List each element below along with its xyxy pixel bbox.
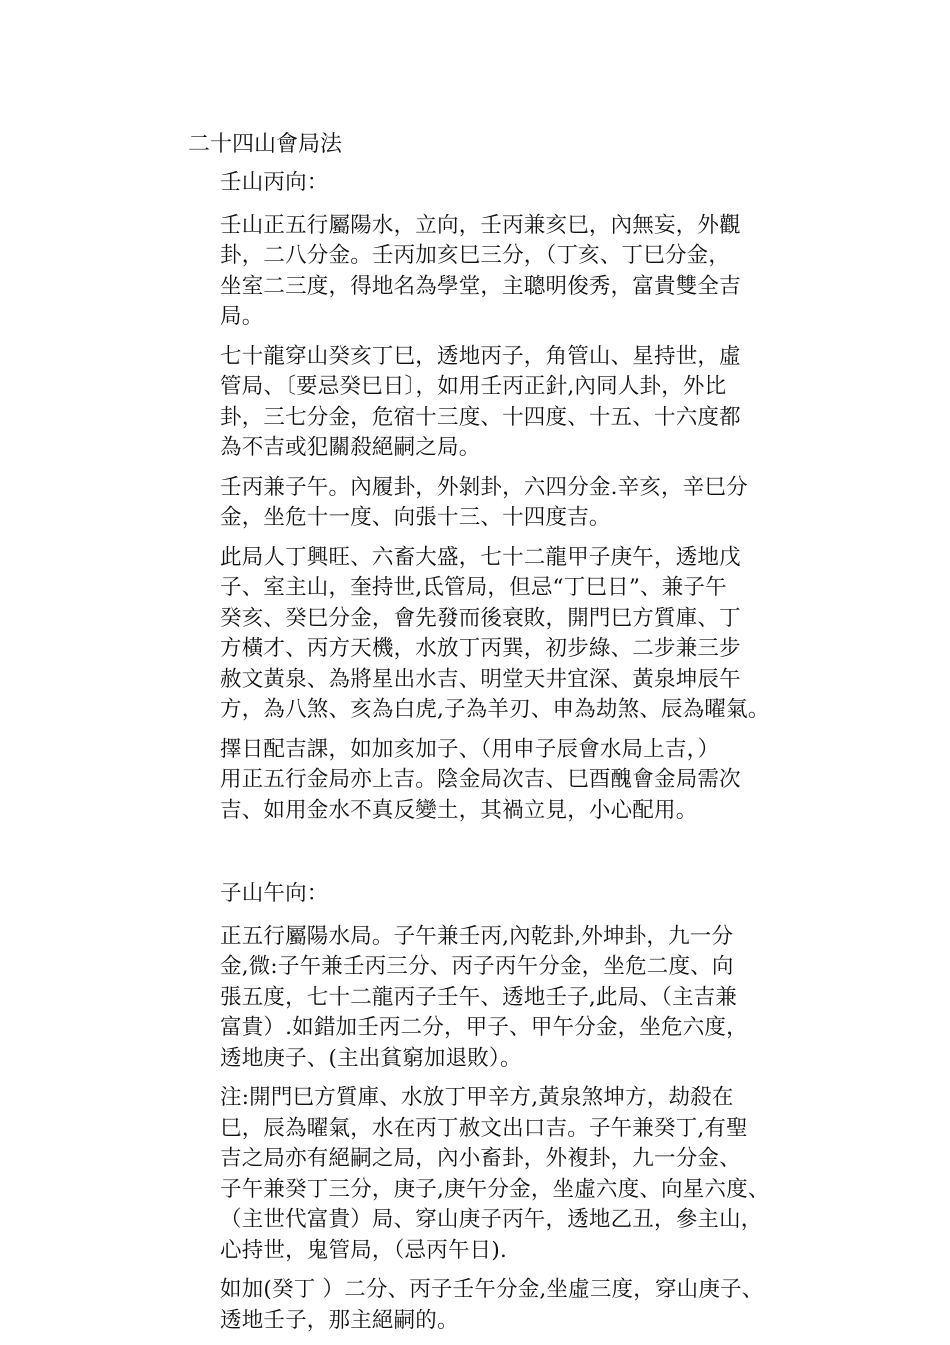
section-heading-zi-mountain: 子山午向： — [220, 881, 329, 906]
section-spacer — [220, 835, 810, 879]
document-title: 二十四山會局法 — [188, 132, 343, 157]
paragraph: 擇日配吉課，如加亥加子、（用申子辰會水局上吉，） 用正五行金局亦上吉。陰金局次吉、巳酉醜會金局需次 吉、如用金水不真反變土，其禍立見，小心配用。 — [220, 736, 741, 823]
paragraph: 注:開門巳方質庫、水放丁甲辛方,黃泉煞坤方，劫殺在 巳，辰為曜氣，水在丙丁赦文出口吉。子午兼癸丁,有聖 吉之局亦有絕嗣之局，內小畜卦，外複卦，九一分金、 子午兼癸丁三分，庚子,庚午分金，坐虛六度、向星六度、 （主世代富貴）局、穿山庚子丙午，透地乙丑，參主山， 心持世，鬼管局，（忌丙午日). — [220, 1085, 770, 1263]
paragraph: 壬丙兼子午。內履卦，外剝卦，六四分金.辛亥，辛巳分 金，坐危十一度、向張十三、十四度吉。 — [220, 474, 748, 530]
paragraph: 如加(癸丁 ）二分、丙子壬午分金,坐虛三度，穿山庚子、 透地壬子，那主絕嗣的。 — [220, 1277, 764, 1333]
section-heading-ren-mountain: 壬山丙向： — [220, 170, 329, 195]
paragraph: 壬山正五行屬陽水，立向，壬丙兼亥巳，內無妄，外觀 卦，二八分金。壬丙加亥巳三分，（丁亥、丁巳分金， 坐室二三度，得地名為學堂，主聰明俊秀，富貴雙全吉 局。 — [220, 212, 741, 329]
document-body — [220, 168, 810, 1345]
paragraph: 正五行屬陽水局。子午兼壬丙,內乾卦,外坤卦，九一分 金,微:子午兼壬丙三分、丙子丙午分金，坐危二度、向 張五度，七十二龍丙子壬午、透地壬子,此局、（主吉兼 富貴）.如錯加壬丙二分，甲子、甲午分金，坐危六度， 透地庚子、(主出貧窮加退敗）。 — [220, 923, 748, 1071]
paragraph: 七十龍穿山癸亥丁巳，透地丙子，角管山、星持世，虛 管局、〔要忌癸巳日〕，如用壬丙正針,內同人卦，外比 卦，三七分金，危宿十三度、十四度、十五、十六度都 為不吉或犯關殺絕嗣之局。 — [220, 343, 741, 460]
paragraph: 此局人丁興旺、六畜大盛，七十二龍甲子庚午，透地戊 子、室主山，奎持世,氐管局，但忌“丁巳日”、兼子午 癸亥、癸巳分金，會先發而後衰敗，開門巳方質庫、丁 方橫才、丙方天機，水放丁丙巽，初步綠、二步兼三步 赦文黃泉、為將星出水吉、明堂天井宜深、黃泉坤辰午 方，為八煞、亥為白虎,子為羊刃、申為劫煞、辰為曜氣。 — [220, 544, 770, 722]
